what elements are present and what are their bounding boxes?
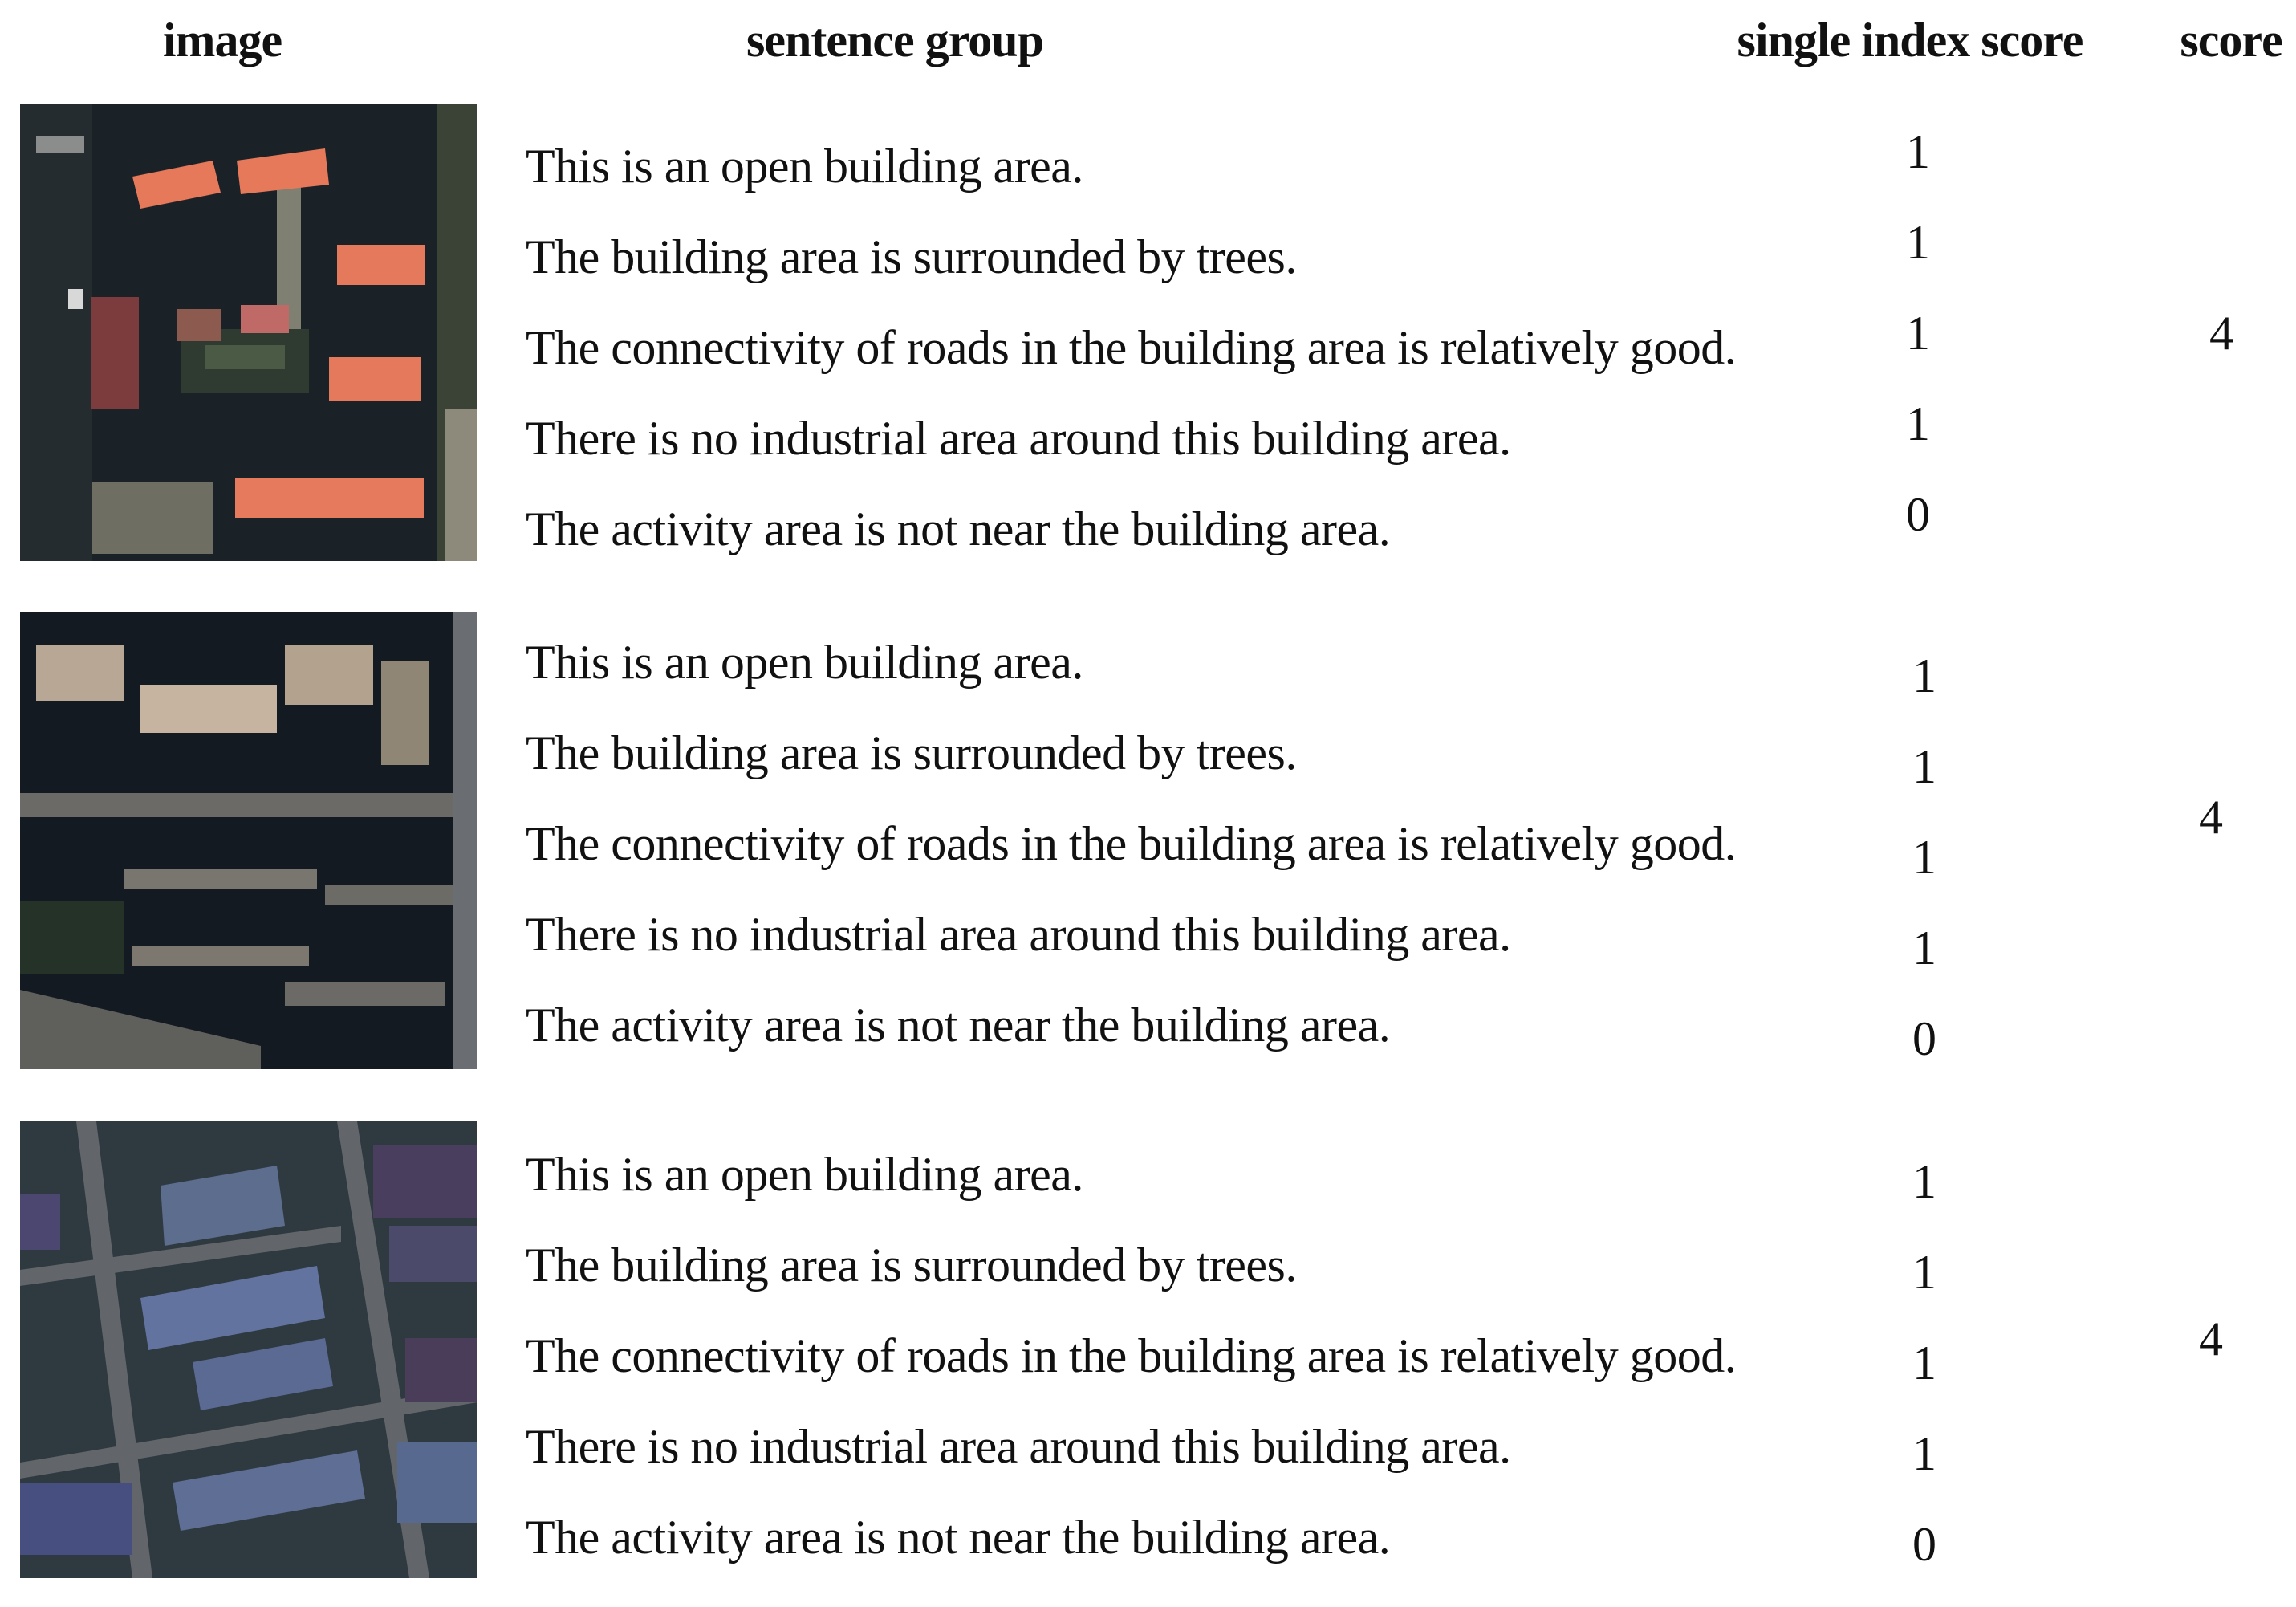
single-index-score: 1 bbox=[1906, 125, 1930, 178]
sentence-text: The connectivity of roads in the building area is relatively good. bbox=[526, 817, 1737, 870]
sentence-text: There is no industrial area around this building area. bbox=[526, 1420, 1511, 1473]
header-single-index-score: single index score bbox=[1737, 14, 2083, 67]
single-index-score: 1 bbox=[1912, 1246, 1936, 1299]
aerial-image-3 bbox=[20, 1121, 477, 1578]
single-index-score: 1 bbox=[1912, 1155, 1936, 1208]
single-index-score: 1 bbox=[1912, 831, 1936, 884]
single-index-score: 0 bbox=[1906, 488, 1930, 541]
table-row-group-2 bbox=[0, 612, 2296, 1070]
single-index-score: 1 bbox=[1912, 1427, 1936, 1480]
single-index-score: 1 bbox=[1912, 649, 1936, 702]
sentence-text: The connectivity of roads in the building area is relatively good. bbox=[526, 1329, 1737, 1382]
sentence-text: There is no industrial area around this building area. bbox=[526, 908, 1511, 961]
sentence-text: The building area is surrounded by trees. bbox=[526, 230, 1297, 283]
table-row-group-3 bbox=[0, 1121, 2296, 1579]
sentence-text: This is an open building area. bbox=[526, 636, 1083, 689]
aerial-image-1 bbox=[20, 104, 477, 561]
aerial-image-2 bbox=[20, 612, 477, 1069]
table-row-group-1 bbox=[0, 104, 2296, 562]
header-image: image bbox=[162, 14, 282, 67]
single-index-score: 1 bbox=[1912, 1336, 1936, 1389]
sentence-text: The building area is surrounded by trees. bbox=[526, 726, 1297, 779]
single-index-score: 0 bbox=[1912, 1012, 1936, 1065]
sentence-text: This is an open building area. bbox=[526, 140, 1083, 193]
single-index-score: 1 bbox=[1906, 397, 1930, 450]
aerial-image-1-graphic bbox=[20, 104, 477, 561]
sentence-text: The building area is surrounded by trees. bbox=[526, 1239, 1297, 1292]
aerial-image-3-graphic bbox=[20, 1121, 477, 1578]
header-score: score bbox=[2180, 14, 2282, 67]
header-sentence-group: sentence group bbox=[746, 14, 1043, 67]
sentence-text: The connectivity of roads in the building area is relatively good. bbox=[526, 321, 1737, 374]
total-score: 4 bbox=[2199, 791, 2223, 844]
total-score: 4 bbox=[2209, 307, 2233, 360]
aerial-image-2-graphic bbox=[20, 612, 477, 1069]
sentence-text: The activity area is not near the building area. bbox=[526, 1511, 1391, 1564]
sentence-text: The activity area is not near the building area. bbox=[526, 502, 1391, 555]
sentence-text: This is an open building area. bbox=[526, 1148, 1083, 1201]
sentence-text: There is no industrial area around this building area. bbox=[526, 412, 1511, 465]
single-index-score: 1 bbox=[1906, 307, 1930, 360]
single-index-score: 1 bbox=[1906, 216, 1930, 269]
single-index-score: 1 bbox=[1912, 740, 1936, 793]
single-index-score: 0 bbox=[1912, 1518, 1936, 1571]
sentence-text: The activity area is not near the building area. bbox=[526, 999, 1391, 1052]
single-index-score: 1 bbox=[1912, 921, 1936, 974]
total-score: 4 bbox=[2199, 1312, 2223, 1365]
